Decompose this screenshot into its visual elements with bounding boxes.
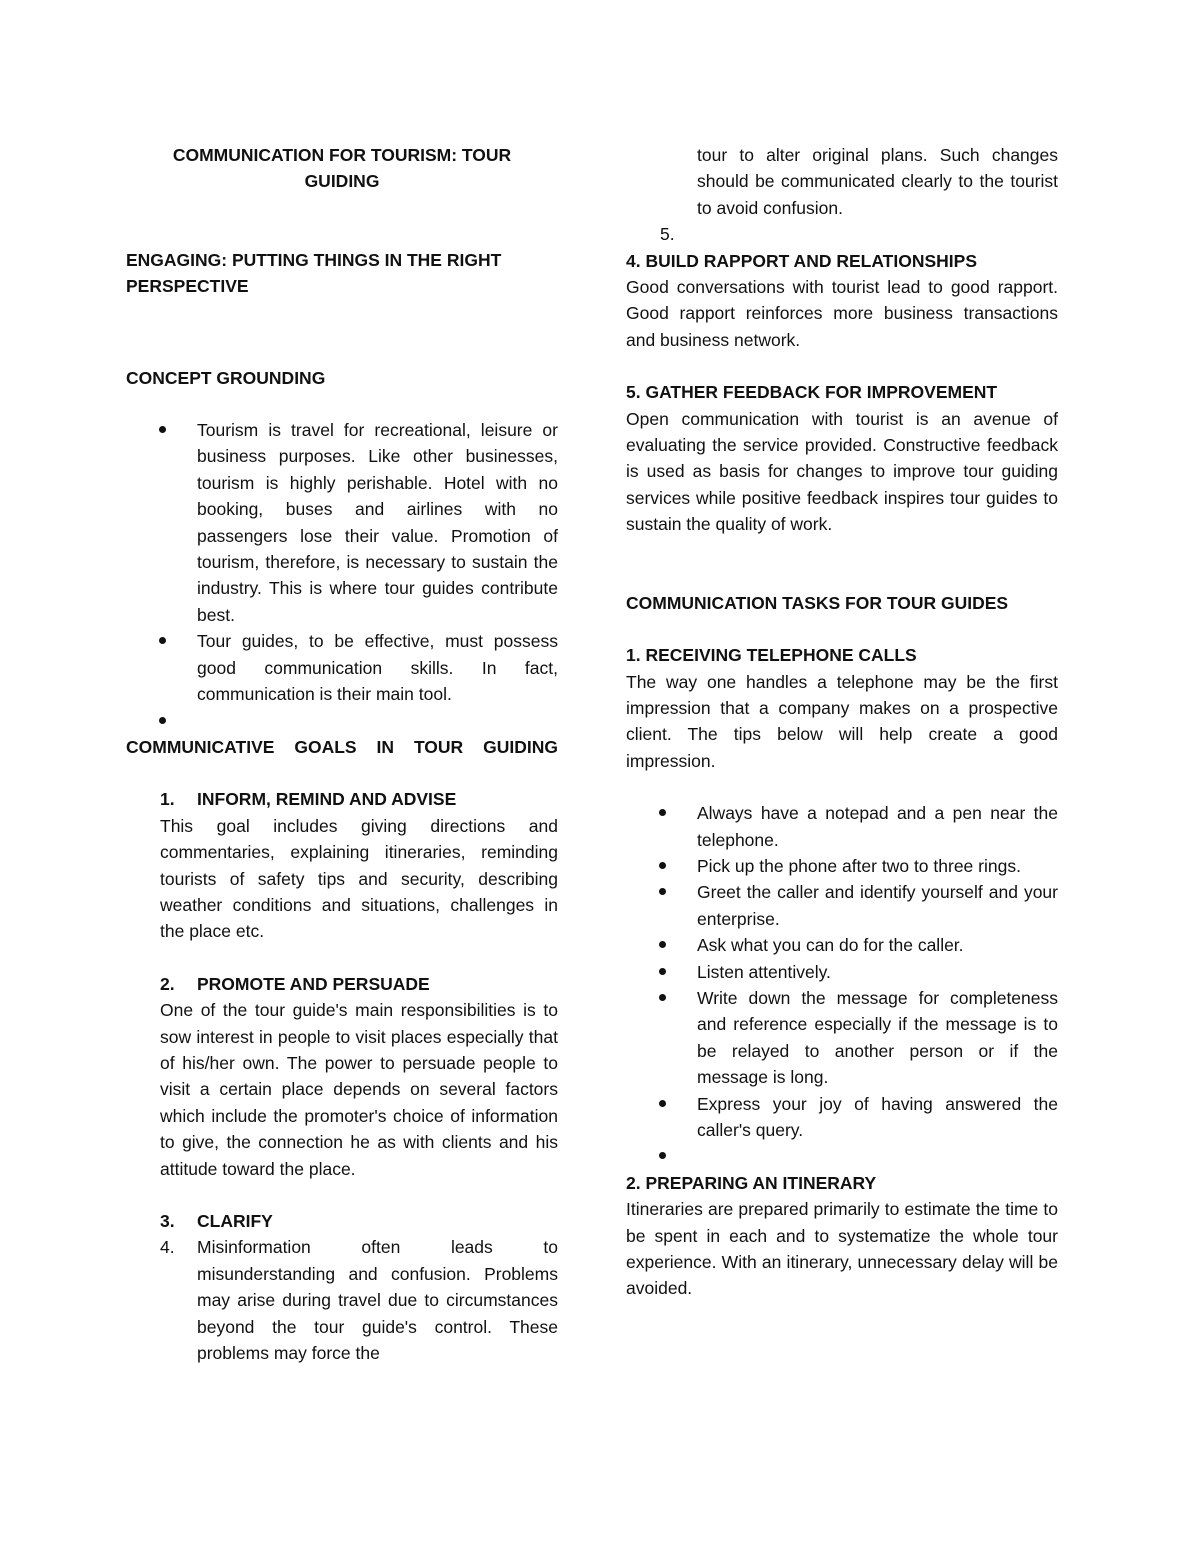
bullet-icon — [659, 862, 666, 869]
telephone-tip-item — [626, 853, 1058, 879]
goal-4-number: 4. — [160, 1237, 175, 1258]
bullet-icon — [159, 637, 166, 644]
concept-bullet-text: Tour guides, to be effective, must possess good communication skills. In fact, communication is their main tool. — [197, 631, 558, 705]
goal-2-text: One of the tour guide's main responsibilities is to sow interest in people to visit places especially that of his/her own. The power to persuade people to visit a certain place depends on several factors which include the promoter's choice of information to give, the connection he as with clients and his attitude toward the place. — [160, 1000, 558, 1179]
bullet-icon — [659, 941, 666, 948]
bullet-icon — [159, 717, 166, 724]
bullet-icon — [659, 968, 666, 975]
bullet-icon — [659, 1100, 666, 1107]
telephone-tip-text: Ask what you can do for the caller. — [697, 935, 964, 956]
empty-bullet-item — [626, 1143, 1058, 1169]
engaging-heading-line-1: ENGAGING: PUTTING THINGS IN THE RIGHT — [126, 249, 502, 270]
engaging-heading-line-2: PERSPECTIVE — [126, 276, 249, 297]
feedback-heading: 5. GATHER FEEDBACK FOR IMPROVEMENT — [626, 382, 998, 403]
left-column — [126, 142, 558, 1366]
goal-1-heading — [126, 786, 558, 812]
itinerary-heading: 2. PREPARING AN ITINERARY — [626, 1172, 877, 1193]
bullet-icon — [659, 888, 666, 895]
bullet-icon — [659, 994, 666, 1001]
bullet-icon — [159, 426, 166, 433]
telephone-tip-text: Listen attentively. — [697, 961, 831, 982]
goal-3-heading-text: CLARIFY — [197, 1211, 273, 1231]
goal-1-text: This goal includes giving directions and commentaries, explaining itineraries, reminding tourists of safety tips and security, describing weather conditions and situations, challenges in the place etc. — [160, 815, 558, 942]
document-title-line-1: COMMUNICATION FOR TOURISM: TOUR — [172, 145, 512, 165]
telephone-calls-heading: 1. RECEIVING TELEPHONE CALLS — [626, 645, 917, 666]
goal-2-number: 2. — [160, 973, 175, 994]
telephone-tip-item — [626, 959, 1058, 985]
goal-3-heading — [126, 1208, 558, 1234]
telephone-tip-text: Always have a notepad and a pen near the telephone. — [697, 803, 1058, 850]
tasks-heading: COMMUNICATION TASKS FOR TOUR GUIDES — [626, 592, 1009, 613]
bullet-icon — [659, 1152, 666, 1159]
telephone-tip-item — [626, 1091, 1058, 1144]
rapport-text: Good conversations with tourist lead to good rapport. Good rapport reinforces more business transactions and business network. — [626, 277, 1058, 350]
telephone-tip-item — [626, 932, 1058, 958]
telephone-calls-text: The way one handles a telephone may be the first impression that a company makes on a prospective client. The tips below will help create a good impression. — [626, 671, 1058, 771]
right-column — [626, 142, 1058, 1302]
concept-bullet-item — [126, 628, 558, 707]
goal-3-number: 3. — [160, 1211, 175, 1231]
goal-2-heading-text: PROMOTE AND PERSUADE — [197, 973, 430, 994]
concept-grounding-heading: CONCEPT GROUNDING — [126, 367, 326, 388]
telephone-tip-text: Express your joy of having answered the caller's query. — [697, 1093, 1058, 1140]
goal-2-heading — [126, 971, 558, 997]
itinerary-text: Itineraries are prepared primarily to estimate the time to be spent in each and to systematize the whole tour experience. With an itinerary, unnecessary delay will be avoided. — [626, 1199, 1058, 1299]
goal-1-number: 1. — [160, 789, 175, 810]
goal-4-item — [126, 1234, 558, 1366]
feedback-text: Open communication with tourist is an avenue of evaluating the service provided. Constructive feedback is used as basis for changes to improve tour guiding services while positive feedback inspires tour guides to sustain the quality of work. — [626, 408, 1058, 535]
concept-bullet-item — [126, 417, 558, 628]
telephone-tip-text: Greet the caller and identify yourself and your enterprise. — [697, 882, 1058, 929]
empty-bullet-item — [126, 708, 558, 734]
bullet-icon — [659, 809, 666, 816]
telephone-tips-list — [626, 800, 1058, 1170]
goals-heading: COMMUNICATIVE GOALS IN TOUR GUIDING — [126, 736, 558, 757]
goal-4-text: Misinformation often leads to misunderstanding and confusion. Problems may arise during travel due to circumstances beyond the tour guide's control. These problems may force the — [197, 1237, 558, 1364]
concept-bullet-list — [126, 417, 558, 734]
goal-1-heading-text: INFORM, REMIND AND ADVISE — [197, 789, 457, 810]
document-title-line-2: GUIDING — [304, 171, 380, 192]
clarify-continuation-text: tour to alter original plans. Such changes should be communicated clearly to the tourist to avoid confusion. — [697, 145, 1058, 218]
telephone-tip-item — [626, 879, 1058, 932]
concept-bullet-text: Tourism is travel for recreational, leisure or business purposes. Like other businesses, tourism is highly perishable. Hotel with no booking, buses and airlines with no passengers lose their value. Promotion of tourism, therefore, is necessary to sustain the industry. This is where tour guides contribute best. — [197, 420, 558, 625]
rapport-heading: 4. BUILD RAPPORT AND RELATIONSHIPS — [626, 250, 977, 271]
telephone-tip-text: Pick up the phone after two to three rings. — [697, 855, 1021, 876]
telephone-tip-text: Write down the message for completeness and reference especially if the message is to be relayed to another person or if the message is long. — [697, 987, 1058, 1088]
telephone-tip-item — [626, 985, 1058, 1091]
empty-numbered-item: 5. — [660, 224, 675, 245]
telephone-tip-item — [626, 800, 1058, 853]
